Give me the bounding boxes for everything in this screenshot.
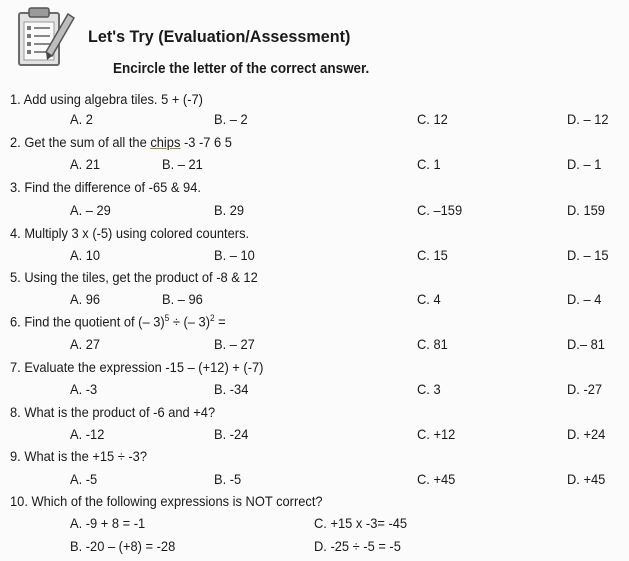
q7-option-b[interactable]: B. -34 <box>214 381 249 397</box>
question-6-exponent-1: 5 <box>164 313 170 323</box>
question-6 <box>10 313 226 330</box>
q5-option-a[interactable]: A. 96 <box>70 291 101 307</box>
question-1: 1. Add using algebra tiles. 5 + (-7) <box>10 91 203 107</box>
question-10: 10. Which of the following expressions is NOT correct? <box>10 493 323 509</box>
q6-option-a[interactable]: A. 27 <box>70 336 101 352</box>
q4-option-d[interactable]: D. – 15 <box>567 247 609 263</box>
q3-option-c[interactable]: C. –159 <box>417 202 463 218</box>
clipboard-checklist-icon <box>14 4 78 68</box>
q6-option-b[interactable]: B. – 27 <box>214 336 255 352</box>
q4-option-c[interactable]: C. 15 <box>417 247 448 263</box>
q7-option-d[interactable]: D. -27 <box>567 381 603 397</box>
q9-option-a[interactable]: A. -5 <box>70 471 98 487</box>
q5-option-b[interactable]: B. – 96 <box>162 291 203 307</box>
q2-option-c[interactable]: C. 1 <box>417 156 441 172</box>
question-5: 5. Using the tiles, get the product of -8 & 12 <box>10 269 258 285</box>
q10-option-b[interactable]: B. -20 – (+8) = -28 <box>70 538 176 554</box>
question-2-prefix: 2. Get the sum of all the <box>10 134 151 150</box>
q8-option-b[interactable]: B. -24 <box>214 426 249 442</box>
question-2 <box>10 134 232 150</box>
q2-option-a[interactable]: A. 21 <box>70 156 101 172</box>
question-3: 3. Find the difference of -65 & 94. <box>10 179 201 195</box>
question-7: 7. Evaluate the expression -15 – (+12) + (-7) <box>10 359 264 375</box>
q9-option-c[interactable]: C. +45 <box>417 471 456 487</box>
question-9: 9. What is the +15 ÷ -3? <box>10 448 148 464</box>
q9-option-d[interactable]: D. +45 <box>567 471 606 487</box>
q10-option-c[interactable]: C. +15 x -3= -45 <box>314 515 408 531</box>
q6-option-d[interactable]: D.– 81 <box>567 336 605 352</box>
q1-option-b[interactable]: B. – 2 <box>214 111 248 127</box>
q3-option-d[interactable]: D. 159 <box>567 202 605 218</box>
question-2-numbers: -3 -7 6 5 <box>180 134 232 150</box>
q5-option-d[interactable]: D. – 4 <box>567 291 602 307</box>
q5-option-c[interactable]: C. 4 <box>417 291 441 307</box>
q8-option-c[interactable]: C. +12 <box>417 426 456 442</box>
instructions: Encircle the letter of the correct answer. <box>113 61 370 77</box>
q4-option-b[interactable]: B. – 10 <box>214 247 255 263</box>
q2-option-b[interactable]: B. – 21 <box>162 156 203 172</box>
q8-option-d[interactable]: D. +24 <box>567 426 606 442</box>
q4-option-a[interactable]: A. 10 <box>70 247 101 263</box>
q3-option-b[interactable]: B. 29 <box>214 202 245 218</box>
q7-option-c[interactable]: C. 3 <box>417 381 441 397</box>
question-6-equals: = <box>214 313 226 330</box>
q6-option-c[interactable]: C. 81 <box>417 336 448 352</box>
question-4: 4. Multiply 3 x (-5) using colored counters. <box>10 225 250 241</box>
q9-option-b[interactable]: B. -5 <box>214 471 242 487</box>
question-6-exponent-2: 2 <box>209 313 215 323</box>
q2-option-d[interactable]: D. – 1 <box>567 156 602 172</box>
q8-option-a[interactable]: A. -12 <box>70 426 105 442</box>
q1-option-c[interactable]: C. 12 <box>417 111 448 127</box>
q1-option-a[interactable]: A. 2 <box>70 111 93 127</box>
question-6-text: 6. Find the quotient of (– 3) <box>10 313 165 330</box>
q10-option-d[interactable]: D. -25 ÷ -5 = -5 <box>314 538 401 554</box>
question-6-divisor: ÷ (– 3) <box>169 313 210 330</box>
q3-option-a[interactable]: A. – 29 <box>70 202 111 218</box>
question-8: 8. What is the product of -6 and +4? <box>10 404 216 420</box>
question-2-underlined-word: chips <box>150 134 181 150</box>
q1-option-d[interactable]: D. – 12 <box>567 111 609 127</box>
q10-option-a[interactable]: A. -9 + 8 = -1 <box>70 515 146 531</box>
q7-option-a[interactable]: A. -3 <box>70 381 98 397</box>
page-title: Let's Try (Evaluation/Assessment) <box>88 27 351 46</box>
